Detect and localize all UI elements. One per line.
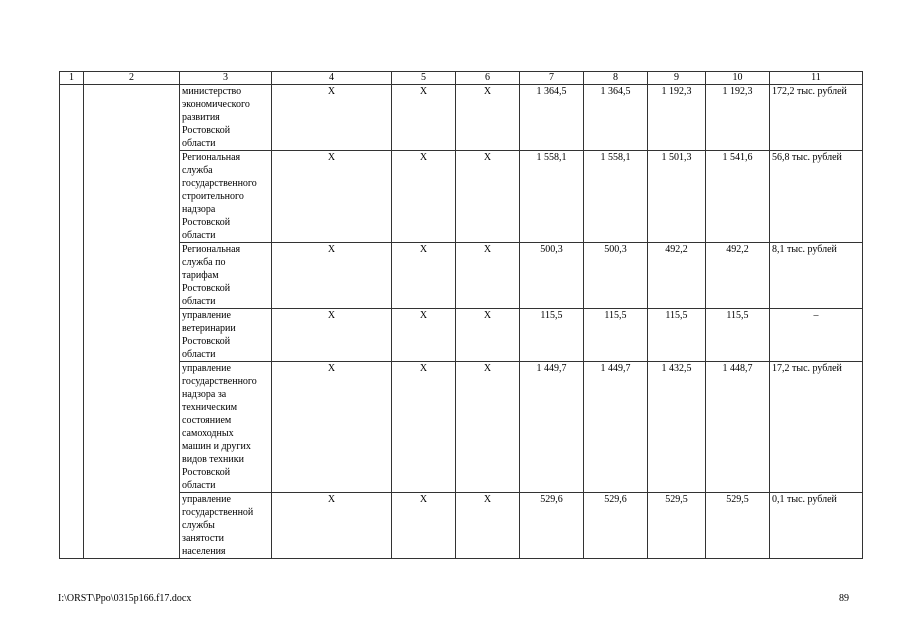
organization-name: Региональная служба государственного строительного надзора Ростовской области [180,151,272,243]
cell-col8: 1 558,1 [584,151,648,243]
table-row [60,493,863,559]
table-row [60,85,863,151]
cell-col9: 1 501,3 [648,151,706,243]
cell-col11: 0,1 тыс. рублей [770,493,863,559]
cell-col5: Х [392,493,456,559]
cell-col4: Х [272,309,392,362]
col2-merged-cell [84,85,180,559]
cell-col6: Х [456,85,520,151]
cell-col5: Х [392,362,456,493]
cell-col9: 492,2 [648,243,706,309]
cell-col10: 529,5 [706,493,770,559]
cell-col4: Х [272,493,392,559]
table-row [60,362,863,493]
header-cell-1: 1 [60,72,84,85]
organization-name: управление государственного надзора за техническим состоянием самоходных машин и других видов техники Ростовской области [180,362,272,493]
header-cell-4: 4 [272,72,392,85]
cell-col5: Х [392,151,456,243]
header-cell-8: 8 [584,72,648,85]
header-cell-3: 3 [180,72,272,85]
header-cell-5: 5 [392,72,456,85]
cell-col11: 172,2 тыс. рублей [770,85,863,151]
cell-col6: Х [456,151,520,243]
cell-col7: 529,6 [520,493,584,559]
header-row [60,72,863,85]
cell-col7: 1 558,1 [520,151,584,243]
organization-name: управление ветеринарии Ростовской области [180,309,272,362]
cell-col8: 1 449,7 [584,362,648,493]
cell-col9: 1 432,5 [648,362,706,493]
cell-col8: 529,6 [584,493,648,559]
cell-col4: Х [272,85,392,151]
cell-col8: 115,5 [584,309,648,362]
table-row [60,151,863,243]
cell-col5: Х [392,243,456,309]
footer-file-path: I:\ORST\Ppo\0315p166.f17.docx [58,593,192,604]
budget-table [59,71,863,559]
cell-col6: Х [456,243,520,309]
cell-col9: 115,5 [648,309,706,362]
cell-col10: 115,5 [706,309,770,362]
table-row [60,243,863,309]
header-cell-9: 9 [648,72,706,85]
organization-name: министерство экономического развития Ростовской области [180,85,272,151]
cell-col11: 56,8 тыс. рублей [770,151,863,243]
header-cell-10: 10 [706,72,770,85]
organization-name: управление государственной службы занятости населения [180,493,272,559]
header-cell-2: 2 [84,72,180,85]
cell-col8: 500,3 [584,243,648,309]
cell-col4: Х [272,243,392,309]
cell-col7: 1 364,5 [520,85,584,151]
cell-col6: Х [456,309,520,362]
cell-col4: Х [272,151,392,243]
table-row [60,309,863,362]
cell-col11: 8,1 тыс. рублей [770,243,863,309]
cell-col6: Х [456,493,520,559]
footer-page-number: 89 [839,593,849,604]
cell-col8: 1 364,5 [584,85,648,151]
cell-col10: 1 192,3 [706,85,770,151]
cell-col9: 529,5 [648,493,706,559]
cell-col10: 1 448,7 [706,362,770,493]
cell-col10: 492,2 [706,243,770,309]
cell-col7: 115,5 [520,309,584,362]
cell-col7: 500,3 [520,243,584,309]
header-cell-6: 6 [456,72,520,85]
organization-name: Региональная служба по тарифам Ростовской области [180,243,272,309]
cell-col5: Х [392,309,456,362]
cell-col5: Х [392,85,456,151]
header-cell-7: 7 [520,72,584,85]
cell-col10: 1 541,6 [706,151,770,243]
cell-col6: Х [456,362,520,493]
header-cell-11: 11 [770,72,863,85]
cell-col11: – [770,309,863,362]
cell-col9: 1 192,3 [648,85,706,151]
col1-merged-cell [60,85,84,559]
cell-col11: 17,2 тыс. рублей [770,362,863,493]
cell-col4: Х [272,362,392,493]
cell-col7: 1 449,7 [520,362,584,493]
